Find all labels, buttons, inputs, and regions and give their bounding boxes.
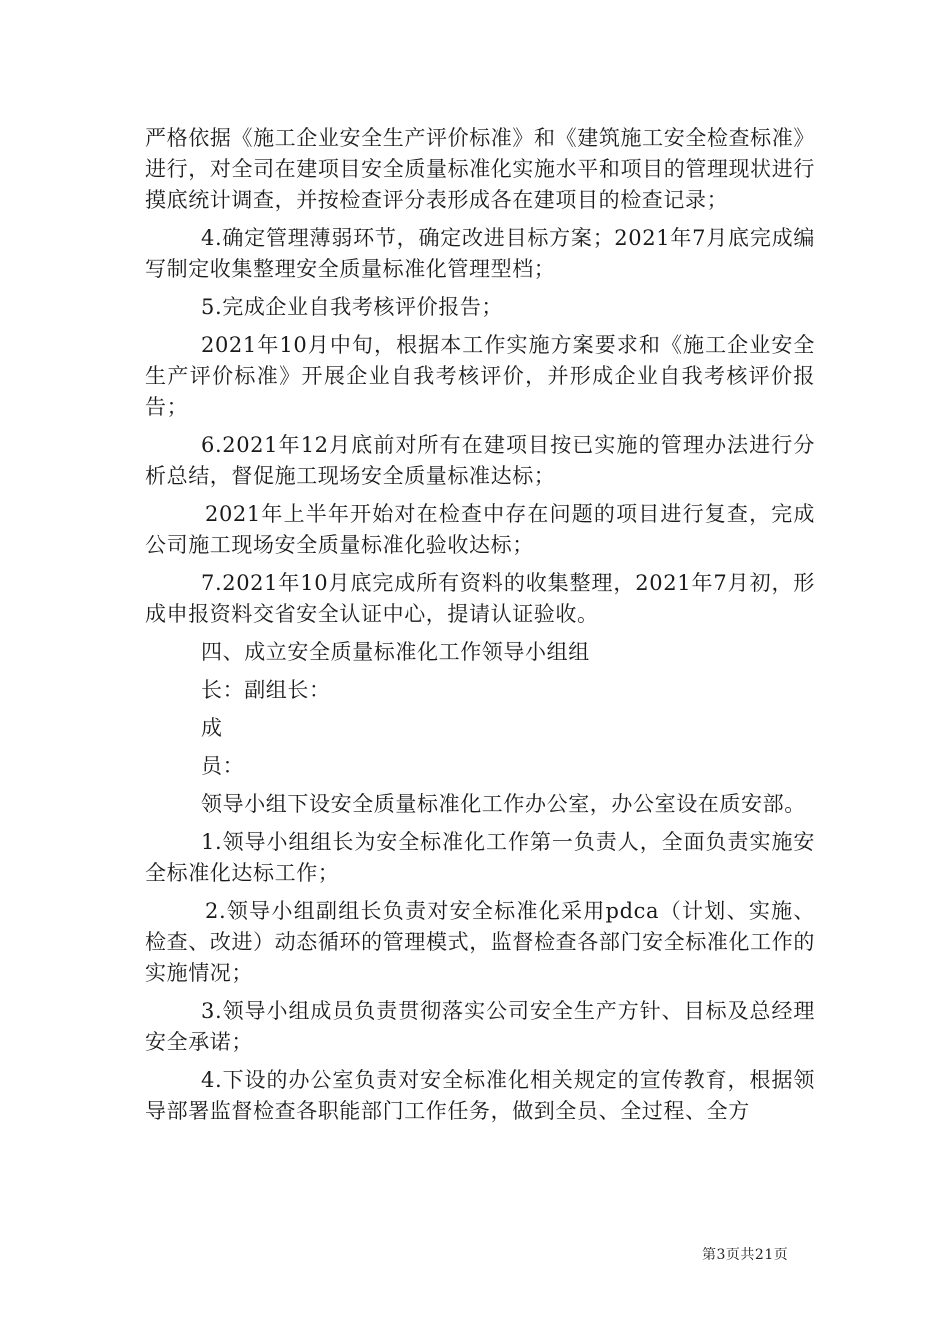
paragraph-2: 4.确定管理薄弱环节，确定改进目标方案；2021年7月底完成编写制定收集整理安全质量标准化管理型档；: [145, 226, 815, 281]
paragraph-3: 5.完成企业自我考核评价报告；: [201, 295, 504, 319]
member-label-part-1: 成: [201, 716, 223, 740]
paragraph-7: 7.2021年10月底完成所有资料的收集整理，2021年7月初，形成申报资料交省安全认证中心，提请认证验收。: [145, 571, 815, 626]
member-label-part-2: 员：: [201, 754, 245, 778]
paragraph-duty-4: 4.下设的办公室负责对安全标准化相关规定的宣传教育，根据领导部署监督检查各职能部门工作任务，做到全员、全过程、全方: [145, 1068, 815, 1123]
paragraph-4: 2021年10月中旬，根据本工作实施方案要求和《施工企业安全生产评价标准》开展企业自我考核评价，并形成企业自我考核评价报告；: [145, 333, 815, 419]
section-heading: 四、成立安全质量标准化工作领导小组组: [201, 640, 590, 664]
document-body: [145, 123, 815, 1127]
leader-label: 长：副组长：: [201, 678, 331, 702]
paragraph-1: 严格依据《施工企业安全生产评价标准》和《建筑施工安全检查标准》进行，对全司在建项目安全质量标准化实施水平和项目的管理现状进行摸底统计调查，并按检查评分表形成各在建项目的检查记录；: [145, 126, 815, 212]
paragraph-duty-3: 3.领导小组成员负责贯彻落实公司安全生产方针、目标及总经理安全承诺；: [145, 999, 815, 1054]
paragraph-6: 2021年上半年开始对在检查中存在问题的项目进行复查，完成公司施工现场安全质量标准化验收达标；: [145, 502, 815, 557]
paragraph-5: 6.2021年12月底前对所有在建项目按已实施的管理办法进行分析总结，督促施工现场安全质量标准达标；: [145, 433, 815, 488]
paragraph-duty-1: 1.领导小组组长为安全标准化工作第一负责人，全面负责实施安全标准化达标工作；: [145, 830, 815, 885]
paragraph-office: 领导小组下设安全质量标准化工作办公室，办公室设在质安部。: [201, 792, 806, 816]
page-number: 第3页共21页: [702, 1247, 789, 1263]
paragraph-duty-2: 2.领导小组副组长负责对安全标准化采用pdca（计划、实施、检查、改进）动态循环的管理模式，监督检查各部门安全标准化工作的实施情况；: [145, 899, 815, 985]
